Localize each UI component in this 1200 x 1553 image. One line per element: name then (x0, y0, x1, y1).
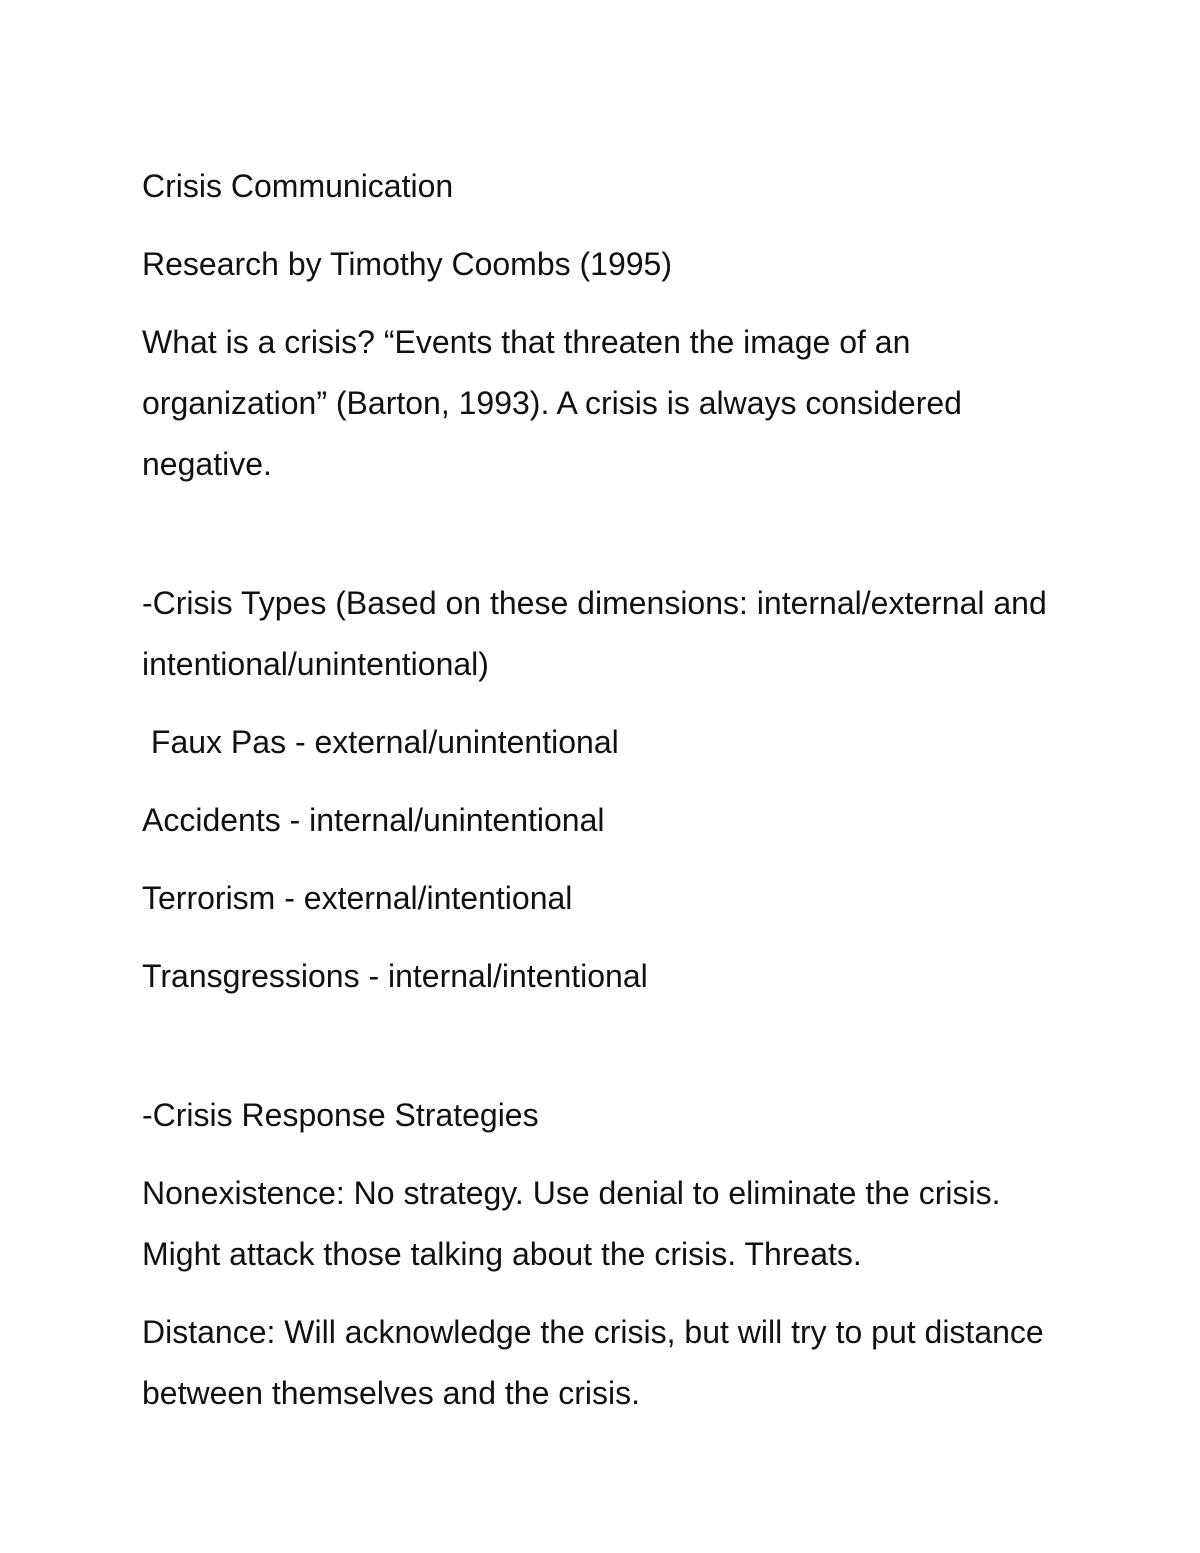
crisis-type-item: Accidents - internal/unintentional (142, 802, 605, 838)
crisis-definition: What is a crisis? “Events that threaten the image of an organization” (Barton, 1993). A crisis is always considered negative. (142, 324, 962, 482)
response-strategy-item: Nonexistence: No strategy. Use denial to eliminate the crisis. Might attack those talking about the crisis. Threats. (142, 1175, 1001, 1272)
document-byline: Research by Timothy Coombs (1995) (142, 246, 672, 282)
response-strategy-item: Distance: Will acknowledge the crisis, but will try to put distance between themselves and the crisis. (142, 1314, 1044, 1411)
response-strategies-heading: -Crisis Response Strategies (142, 1097, 539, 1133)
crisis-type-item: Faux Pas - external/unintentional (142, 724, 619, 760)
crisis-type-item: Terrorism - external/intentional (142, 880, 573, 916)
document-body (142, 156, 1062, 1441)
document-title: Crisis Communication (142, 168, 454, 204)
section-spacer (142, 512, 1062, 573)
section-spacer (142, 1024, 1062, 1085)
crisis-type-item: Transgressions - internal/intentional (142, 958, 648, 994)
crisis-types-heading: -Crisis Types (Based on these dimensions: internal/external and intentional/unintentional) (142, 585, 1047, 682)
